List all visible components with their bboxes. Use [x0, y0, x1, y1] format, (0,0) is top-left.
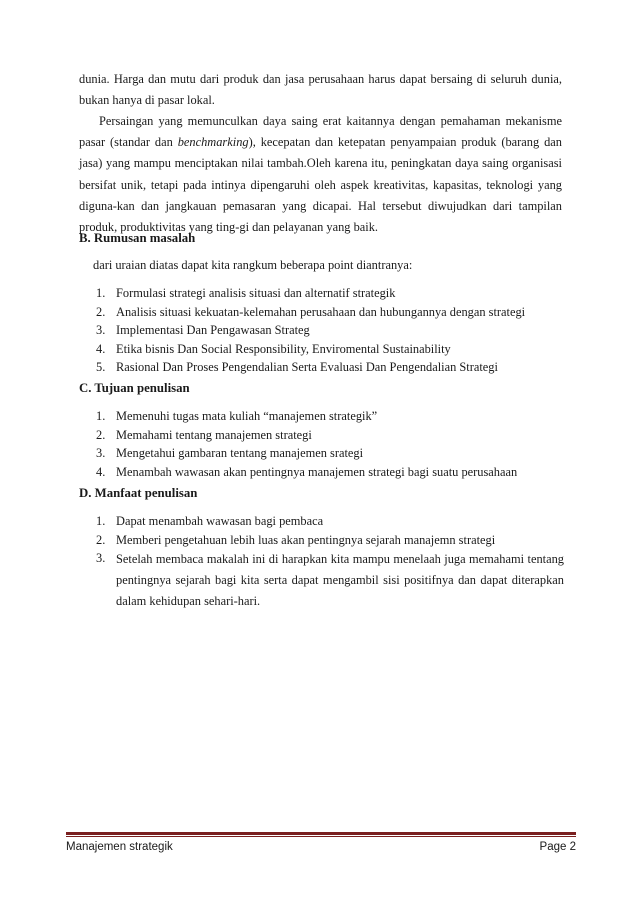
- list-number: 1.: [96, 514, 106, 528]
- list-item: [96, 340, 564, 359]
- list-number: 1.: [96, 409, 106, 423]
- footer-page-number: Page 2: [539, 841, 576, 853]
- list-item: [96, 321, 564, 340]
- list-item-text: Menambah wawasan akan pentingnya manajemen strategi bagi suatu perusahaan: [116, 464, 518, 479]
- list-item: [96, 549, 564, 612]
- paragraph-competition: [79, 111, 562, 238]
- list-item: [96, 512, 564, 531]
- list-item-text: Etika bisnis Dan Social Responsibility, Enviromental Sustainability: [116, 341, 451, 356]
- footer-divider-thin: [66, 836, 576, 837]
- list-item-text: Implementasi Dan Pengawasan Strateg: [116, 323, 310, 337]
- list-item: [96, 444, 564, 463]
- list-item: [96, 463, 564, 482]
- list-item: [96, 426, 564, 445]
- list-item: [96, 531, 564, 550]
- numbered-list-manfaat: [96, 512, 564, 612]
- list-item-text: Analisis situasi kekuatan-kelemahan perusahaan dan hubungannya dengan strategi: [116, 304, 526, 319]
- list-number: 3.: [96, 551, 106, 565]
- list-item: [96, 358, 564, 377]
- list-item-text: Mengetahui gambaran tentang manajemen srategi: [116, 446, 364, 460]
- list-item-text: Memberi pengetahuan lebih luas akan pentingnya sejarah manajemn strategi: [116, 532, 496, 547]
- list-number: 4.: [96, 341, 106, 356]
- list-item-text: Rasional Dan Proses Pengendalian Serta Evaluasi Dan Pengendalian Strategi: [116, 360, 498, 374]
- list-number: 3.: [96, 323, 106, 337]
- section-heading-manfaat: D. Manfaat penulisan: [79, 486, 198, 500]
- section-heading-tujuan: C. Tujuan penulisan: [79, 381, 190, 395]
- list-item-text: Setelah membaca makalah ini di harapkan kita mampu menelaah juga memahami tentang pentingnya sejarah bagi kita serta dapat mengambil sisi positifnya dan dapat diterapkan dalam kehidupan sehari-hari.: [116, 552, 564, 608]
- paragraph-text: ), kecepatan dan ketepatan penyampaian produk (barang dan jasa) yang mampu menciptakan nilai tambah.Oleh karena itu, peningkatan daya saing organisasi bersifat unik, tetapi pada intinya dipengaruhi oleh aspek kreativitas, kapasitas, teknologi yang diguna-kan dan jangkauan pemasaran yang dicapai. Hal tersebut diwujudkan dari tampilan produk, produktivitas yang ting-gi dan pelayanan yang baik.: [79, 135, 563, 235]
- list-number: 2.: [96, 304, 106, 319]
- paragraph-continuation: dunia. Harga dan mutu dari produk dan jasa perusahaan harus dapat bersaing di seluruh dunia, bukan hanya di pasar lokal.: [79, 72, 562, 108]
- list-number: 2.: [96, 427, 106, 442]
- numbered-list-tujuan: [96, 407, 564, 481]
- list-number: 3.: [96, 446, 106, 460]
- footer-divider: [66, 832, 576, 835]
- paragraph-text: Persaingan yang memunculkan daya saing erat kaitannya dengan pemahaman mekanisme pasar (standar dan: [79, 114, 562, 150]
- list-number: 5.: [96, 360, 106, 374]
- list-item: [96, 407, 564, 426]
- list-item-text: Dapat menambah wawasan bagi pembaca: [116, 514, 324, 528]
- numbered-list-rumusan: [96, 284, 564, 377]
- list-number: 2.: [96, 532, 106, 547]
- list-item: [96, 284, 564, 303]
- section-heading-rumusan: B. Rumusan masalah: [79, 231, 196, 245]
- list-item-text: Formulasi strategi analisis situasi dan alternatif strategik: [116, 286, 396, 300]
- list-item-text: Memenuhi tugas mata kuliah “manajemen strategik”: [116, 409, 378, 423]
- section-intro: dari uraian diatas dapat kita rangkum beberapa point diantranya:: [93, 258, 413, 272]
- list-number: 1.: [96, 286, 106, 300]
- list-item: [96, 303, 564, 322]
- footer-document-title: Manajemen strategik: [66, 841, 173, 853]
- italic-term: benchmarking: [177, 135, 249, 150]
- list-item-text: Memahami tentang manajemen strategi: [116, 427, 312, 442]
- list-number: 4.: [96, 464, 106, 479]
